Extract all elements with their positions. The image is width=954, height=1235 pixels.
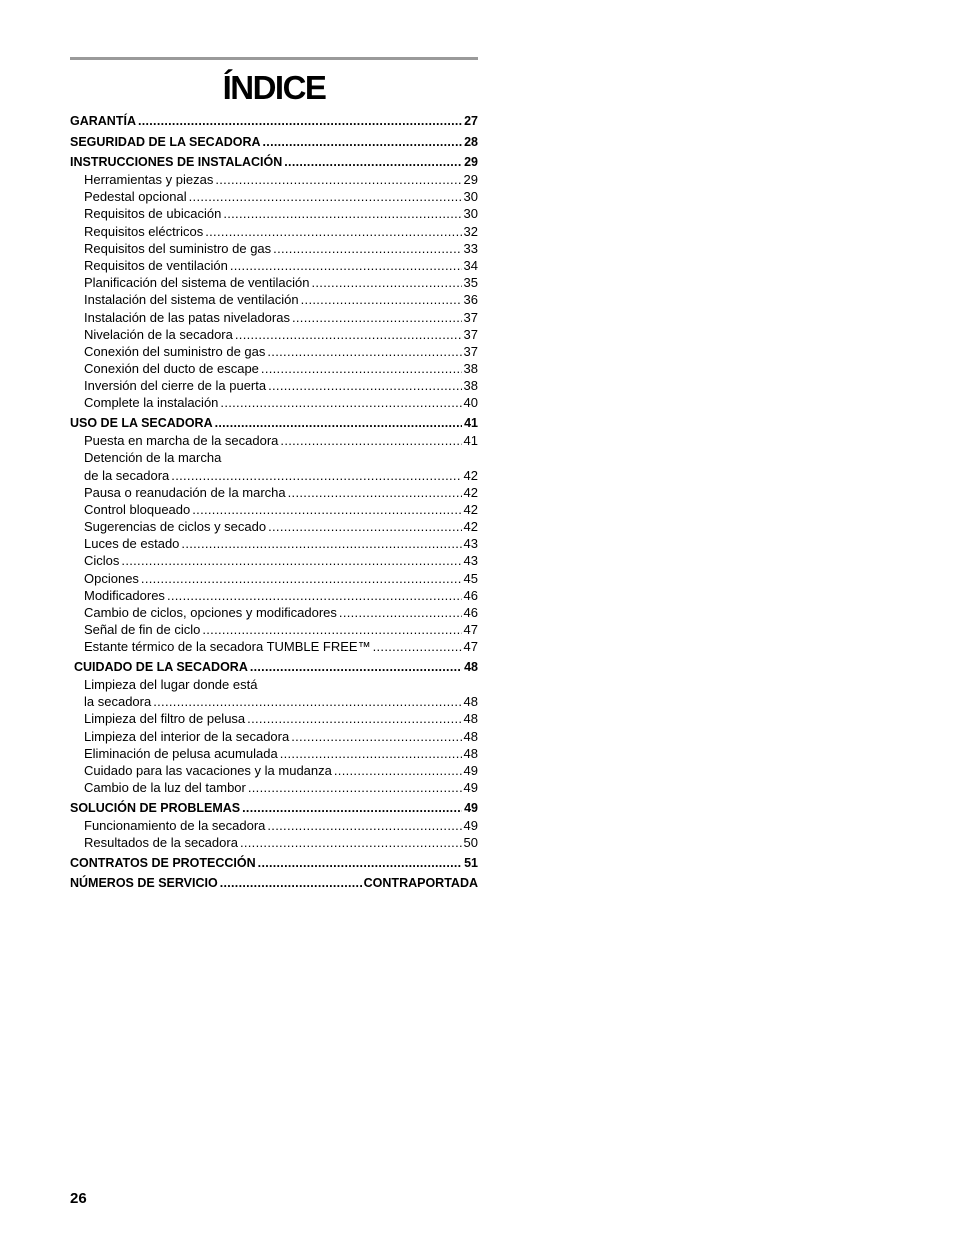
toc-entry-label: Señal de fin de ciclo (84, 622, 201, 638)
toc-subentry (70, 762, 478, 779)
toc-entry-label: USO DE LA SECADORA (70, 416, 213, 431)
toc-section-entry (70, 800, 478, 817)
dot-leader (250, 659, 462, 676)
toc-entry-page: 47 (463, 622, 478, 638)
dot-leader (189, 188, 462, 205)
dot-leader (215, 415, 462, 432)
dot-leader (258, 855, 462, 872)
toc-entry-page: 49 (463, 780, 478, 796)
toc-section-entry (70, 134, 478, 151)
toc-subentry (70, 291, 478, 308)
toc-entry-page: 46 (463, 587, 478, 603)
toc-subentry (70, 710, 478, 727)
toc-entry-label: Opciones (84, 570, 139, 586)
toc-entry-page: 38 (463, 378, 478, 394)
toc-entry-page: 49 (463, 763, 478, 778)
toc-entry-label: Eliminación de pelusa acumulada (84, 745, 278, 761)
toc-entry-label: Instalación de las patas niveladoras (84, 309, 290, 325)
toc-subentry (70, 587, 478, 604)
dot-leader (292, 309, 462, 326)
dot-leader (121, 552, 461, 569)
toc-subentry (70, 467, 478, 484)
toc-entry-label: NÚMEROS DE SERVICIO (70, 876, 218, 891)
dot-leader (230, 257, 462, 274)
toc-entry-label: CONTRATOS DE PROTECCIÓN (70, 855, 256, 870)
toc-entry-label: Sugerencias de ciclos y secado (84, 519, 267, 535)
toc-entry-label: Limpieza del filtro de pelusa (84, 711, 246, 727)
dot-leader (167, 587, 462, 604)
dot-leader (141, 570, 462, 587)
dot-leader (334, 762, 462, 779)
header-rule (70, 57, 478, 60)
dot-leader (291, 728, 461, 745)
page-title: ÍNDICE (222, 69, 326, 106)
toc-subentry (70, 257, 478, 274)
toc-entry-page: 34 (463, 257, 478, 273)
toc-entry-label: Requisitos de ubicación (84, 206, 222, 222)
dot-leader (373, 638, 462, 655)
toc-entry-label: Requisitos del suministro de gas (84, 240, 272, 256)
toc-entry-page: 28 (464, 134, 478, 149)
dot-leader (153, 693, 461, 710)
toc-section-entry (70, 855, 478, 872)
dot-leader (247, 710, 461, 727)
toc-subentry (70, 360, 478, 377)
toc-subentry (70, 309, 478, 326)
dot-leader (268, 518, 461, 535)
toc-entry-page: 30 (463, 206, 478, 222)
toc-entry-label: Requisitos eléctricos (84, 223, 204, 239)
toc-entry-label: Complete la instalación (84, 395, 219, 411)
toc-subentry (70, 728, 478, 745)
toc-entry-page: 32 (463, 223, 478, 239)
dot-leader (288, 484, 462, 501)
toc-entry-page: 48 (463, 728, 478, 744)
dot-leader (284, 154, 462, 171)
toc-section-entry (70, 415, 478, 432)
toc-entry-label: Requisitos de ventilación (84, 257, 228, 273)
toc-subentry (70, 240, 478, 257)
toc-entry-page: 42 (463, 484, 478, 500)
toc-section-entry (70, 875, 478, 892)
page-number: 26 (70, 1190, 87, 1207)
toc-entry-page: 36 (463, 292, 478, 308)
toc-entry-label: Resultados de la secadora (84, 835, 238, 851)
toc-entry-label: Nivelación de la secadora (84, 326, 233, 342)
toc-entry-label: SEGURIDAD DE LA SECADORA (70, 134, 261, 149)
toc-entry-page: 47 (463, 639, 478, 655)
toc-entry-page: 49 (463, 817, 478, 833)
dot-leader (220, 875, 362, 892)
dot-leader (267, 343, 461, 360)
toc-entry-label: de la secadora (84, 467, 170, 483)
toc-subentry (70, 223, 478, 240)
toc-entry-page: 46 (463, 605, 478, 620)
dot-leader (267, 817, 461, 834)
toc-entry-page: 29 (463, 172, 478, 187)
toc-subentry (70, 570, 478, 587)
toc-subentry (70, 274, 478, 291)
dot-leader (280, 432, 461, 449)
toc-entry-label: Limpieza del interior de la secadora (84, 728, 290, 744)
toc-subentry (70, 745, 478, 762)
toc-entry-page: 51 (464, 855, 478, 870)
toc-entry-page: 43 (463, 553, 478, 569)
toc-entry-label: Pausa o reanudación de la marcha (84, 484, 286, 500)
toc-subentry (70, 377, 478, 394)
toc-entry-label: Cambio de ciclos, opciones y modificadores (84, 605, 337, 620)
table-of-contents (70, 113, 478, 892)
dot-leader (311, 274, 461, 291)
dot-leader (248, 779, 462, 796)
toc-subentry (70, 188, 478, 205)
dot-leader (171, 467, 461, 484)
toc-subentry (70, 676, 478, 693)
toc-entry-label: Conexión del ducto de escape (84, 361, 259, 377)
toc-entry-label: Luces de estado (84, 536, 180, 552)
toc-subentry (70, 518, 478, 535)
toc-section-entry (70, 113, 478, 130)
toc-entry-page: 48 (464, 660, 478, 675)
toc-entry-page: 42 (463, 501, 478, 517)
toc-entry-page: 42 (463, 519, 478, 535)
toc-entry-label: Puesta en marcha de la secadora (84, 433, 279, 449)
toc-entry-label: la secadora (84, 694, 152, 710)
toc-entry-page: 48 (463, 711, 478, 727)
toc-entry-label: Funcionamiento de la secadora (84, 817, 266, 833)
dot-leader (138, 113, 462, 130)
toc-entry-page: 37 (463, 309, 478, 325)
toc-entry-label: Planificación del sistema de ventilación (84, 275, 310, 291)
toc-entry-page: CONTRAPORTADA (363, 876, 478, 891)
toc-entry-label: Pedestal opcional (84, 189, 187, 205)
dot-leader (235, 326, 462, 343)
toc-entry-page: 48 (463, 694, 478, 710)
toc-entry-label: Cuidado para las vacaciones y la mudanza (84, 763, 332, 778)
toc-entry-label: Detención de la marcha (84, 450, 222, 466)
dot-leader (339, 604, 462, 621)
toc-subentry (70, 205, 478, 222)
dot-leader (223, 205, 461, 222)
toc-entry-page: 30 (463, 189, 478, 205)
toc-subentry (70, 394, 478, 411)
toc-entry-label: Ciclos (84, 553, 120, 569)
dot-leader (273, 240, 461, 257)
toc-subentry (70, 171, 478, 188)
dot-leader (220, 394, 461, 411)
dot-leader (263, 134, 463, 151)
toc-subentry (70, 501, 478, 518)
toc-subentry (70, 484, 478, 501)
toc-subentry (70, 449, 478, 466)
toc-entry-page: 41 (464, 416, 478, 431)
toc-subentry (70, 834, 478, 851)
dot-leader (280, 745, 462, 762)
toc-entry-label: Estante térmico de la secadora TUMBLE FREE™ (84, 639, 371, 655)
dot-leader (192, 501, 461, 518)
toc-entry-page: 49 (464, 800, 478, 815)
dot-leader (215, 171, 461, 188)
toc-subentry (70, 535, 478, 552)
toc-entry-page: 40 (463, 395, 478, 411)
toc-subentry (70, 432, 478, 449)
toc-entry-label: Conexión del suministro de gas (84, 343, 266, 359)
toc-subentry (70, 817, 478, 834)
toc-entry-label: Cambio de la luz del tambor (84, 780, 246, 796)
toc-entry-label: Limpieza del lugar donde está (84, 677, 258, 693)
toc-entry-label: INSTRUCCIONES DE INSTALACIÓN (70, 155, 283, 169)
toc-section-entry (70, 154, 478, 171)
toc-entry-label: Instalación del sistema de ventilación (84, 292, 299, 308)
toc-entry-page: 37 (463, 343, 478, 359)
toc-subentry (70, 604, 478, 621)
toc-section-entry (70, 659, 478, 676)
dot-leader (268, 377, 461, 394)
toc-entry-page: 33 (463, 240, 478, 256)
toc-subentry (70, 638, 478, 655)
toc-entry-page: 41 (463, 433, 478, 449)
dot-leader (205, 223, 461, 240)
toc-entry-page: 27 (464, 114, 478, 128)
toc-entry-page: 42 (463, 467, 478, 483)
toc-subentry (70, 343, 478, 360)
toc-subentry (70, 552, 478, 569)
toc-entry-page: 50 (463, 835, 478, 851)
toc-entry-label: Modificadores (84, 587, 165, 603)
toc-subentry (70, 621, 478, 638)
dot-leader (301, 291, 462, 308)
toc-subentry (70, 779, 478, 796)
dot-leader (242, 800, 462, 817)
toc-entry-label: Control bloqueado (84, 501, 191, 517)
dot-leader (240, 834, 462, 851)
toc-entry-page: 48 (463, 745, 478, 761)
toc-subentry (70, 693, 478, 710)
toc-entry-page: 29 (464, 155, 478, 169)
toc-subentry (70, 326, 478, 343)
dot-leader (181, 535, 461, 552)
toc-entry-page: 37 (463, 326, 478, 342)
toc-entry-page: 38 (463, 361, 478, 377)
toc-entry-label: Inversión del cierre de la puerta (84, 378, 267, 394)
dot-leader (202, 621, 461, 638)
toc-entry-label: Herramientas y piezas (84, 172, 214, 187)
toc-entry-label: GARANTÍA (70, 114, 136, 128)
dot-leader (261, 360, 462, 377)
toc-entry-label: SOLUCIÓN DE PROBLEMAS (70, 800, 241, 815)
toc-entry-page: 35 (463, 275, 478, 291)
toc-entry-label: CUIDADO DE LA SECADORA (74, 660, 248, 675)
toc-entry-page: 43 (463, 536, 478, 552)
toc-entry-page: 45 (463, 570, 478, 586)
